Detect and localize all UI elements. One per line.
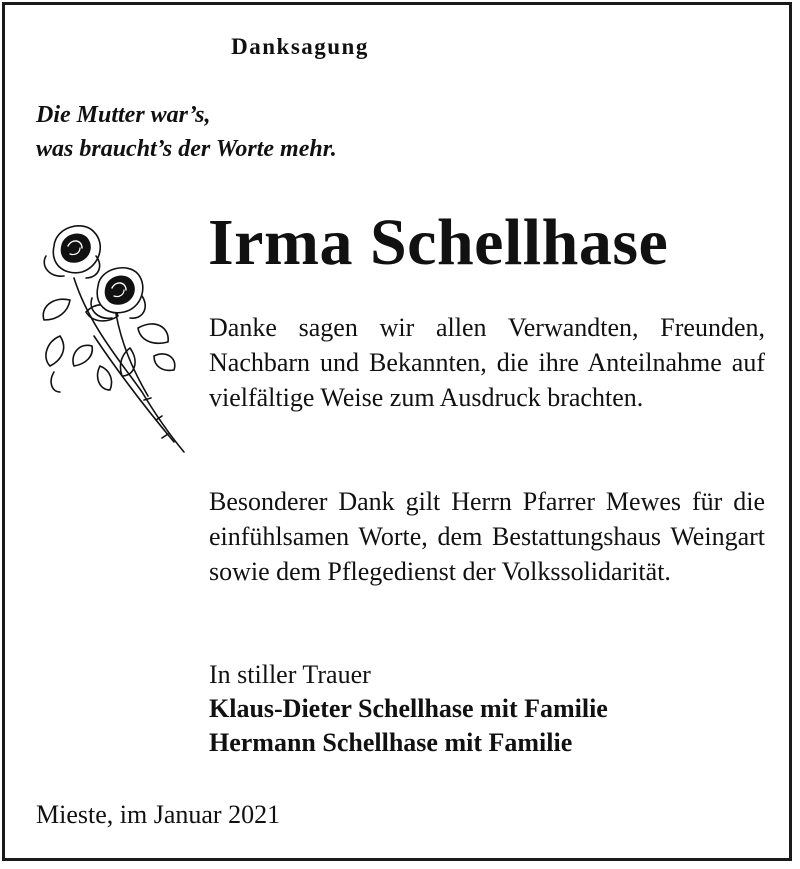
place-date: Mieste, im Januar 2021: [36, 800, 281, 829]
notice-heading: Danksagung: [231, 34, 369, 59]
memorial-quote: [36, 98, 337, 166]
quote-line-1: Die Mutter war’s,: [36, 102, 211, 128]
deceased-name: Irma Schellhase: [208, 206, 669, 279]
quote-line-2: was braucht’s der Worte mehr.: [36, 136, 337, 162]
mourners-block: [209, 658, 608, 760]
special-thanks-paragraph: Besonderer Dank gilt Herrn Pfarrer Mewes für die einfühlsamen Worte, dem Bestattungshaus Weingart sowie dem Pflegedienst der Volkssolidarität.: [209, 487, 765, 586]
rose-icon: [34, 216, 194, 460]
thanks-paragraph: Danke sagen wir allen Verwandten, Freunden, Nachbarn und Bekannten, die ihre Anteilnahme auf vielfältige Weise zum Ausdruck brachten.: [209, 313, 765, 412]
mourning-label: In stiller Trauer: [209, 660, 371, 689]
family-name-2: Hermann Schellhase mit Familie: [209, 728, 573, 757]
family-name-1: Klaus-Dieter Schellhase mit Familie: [209, 694, 608, 723]
